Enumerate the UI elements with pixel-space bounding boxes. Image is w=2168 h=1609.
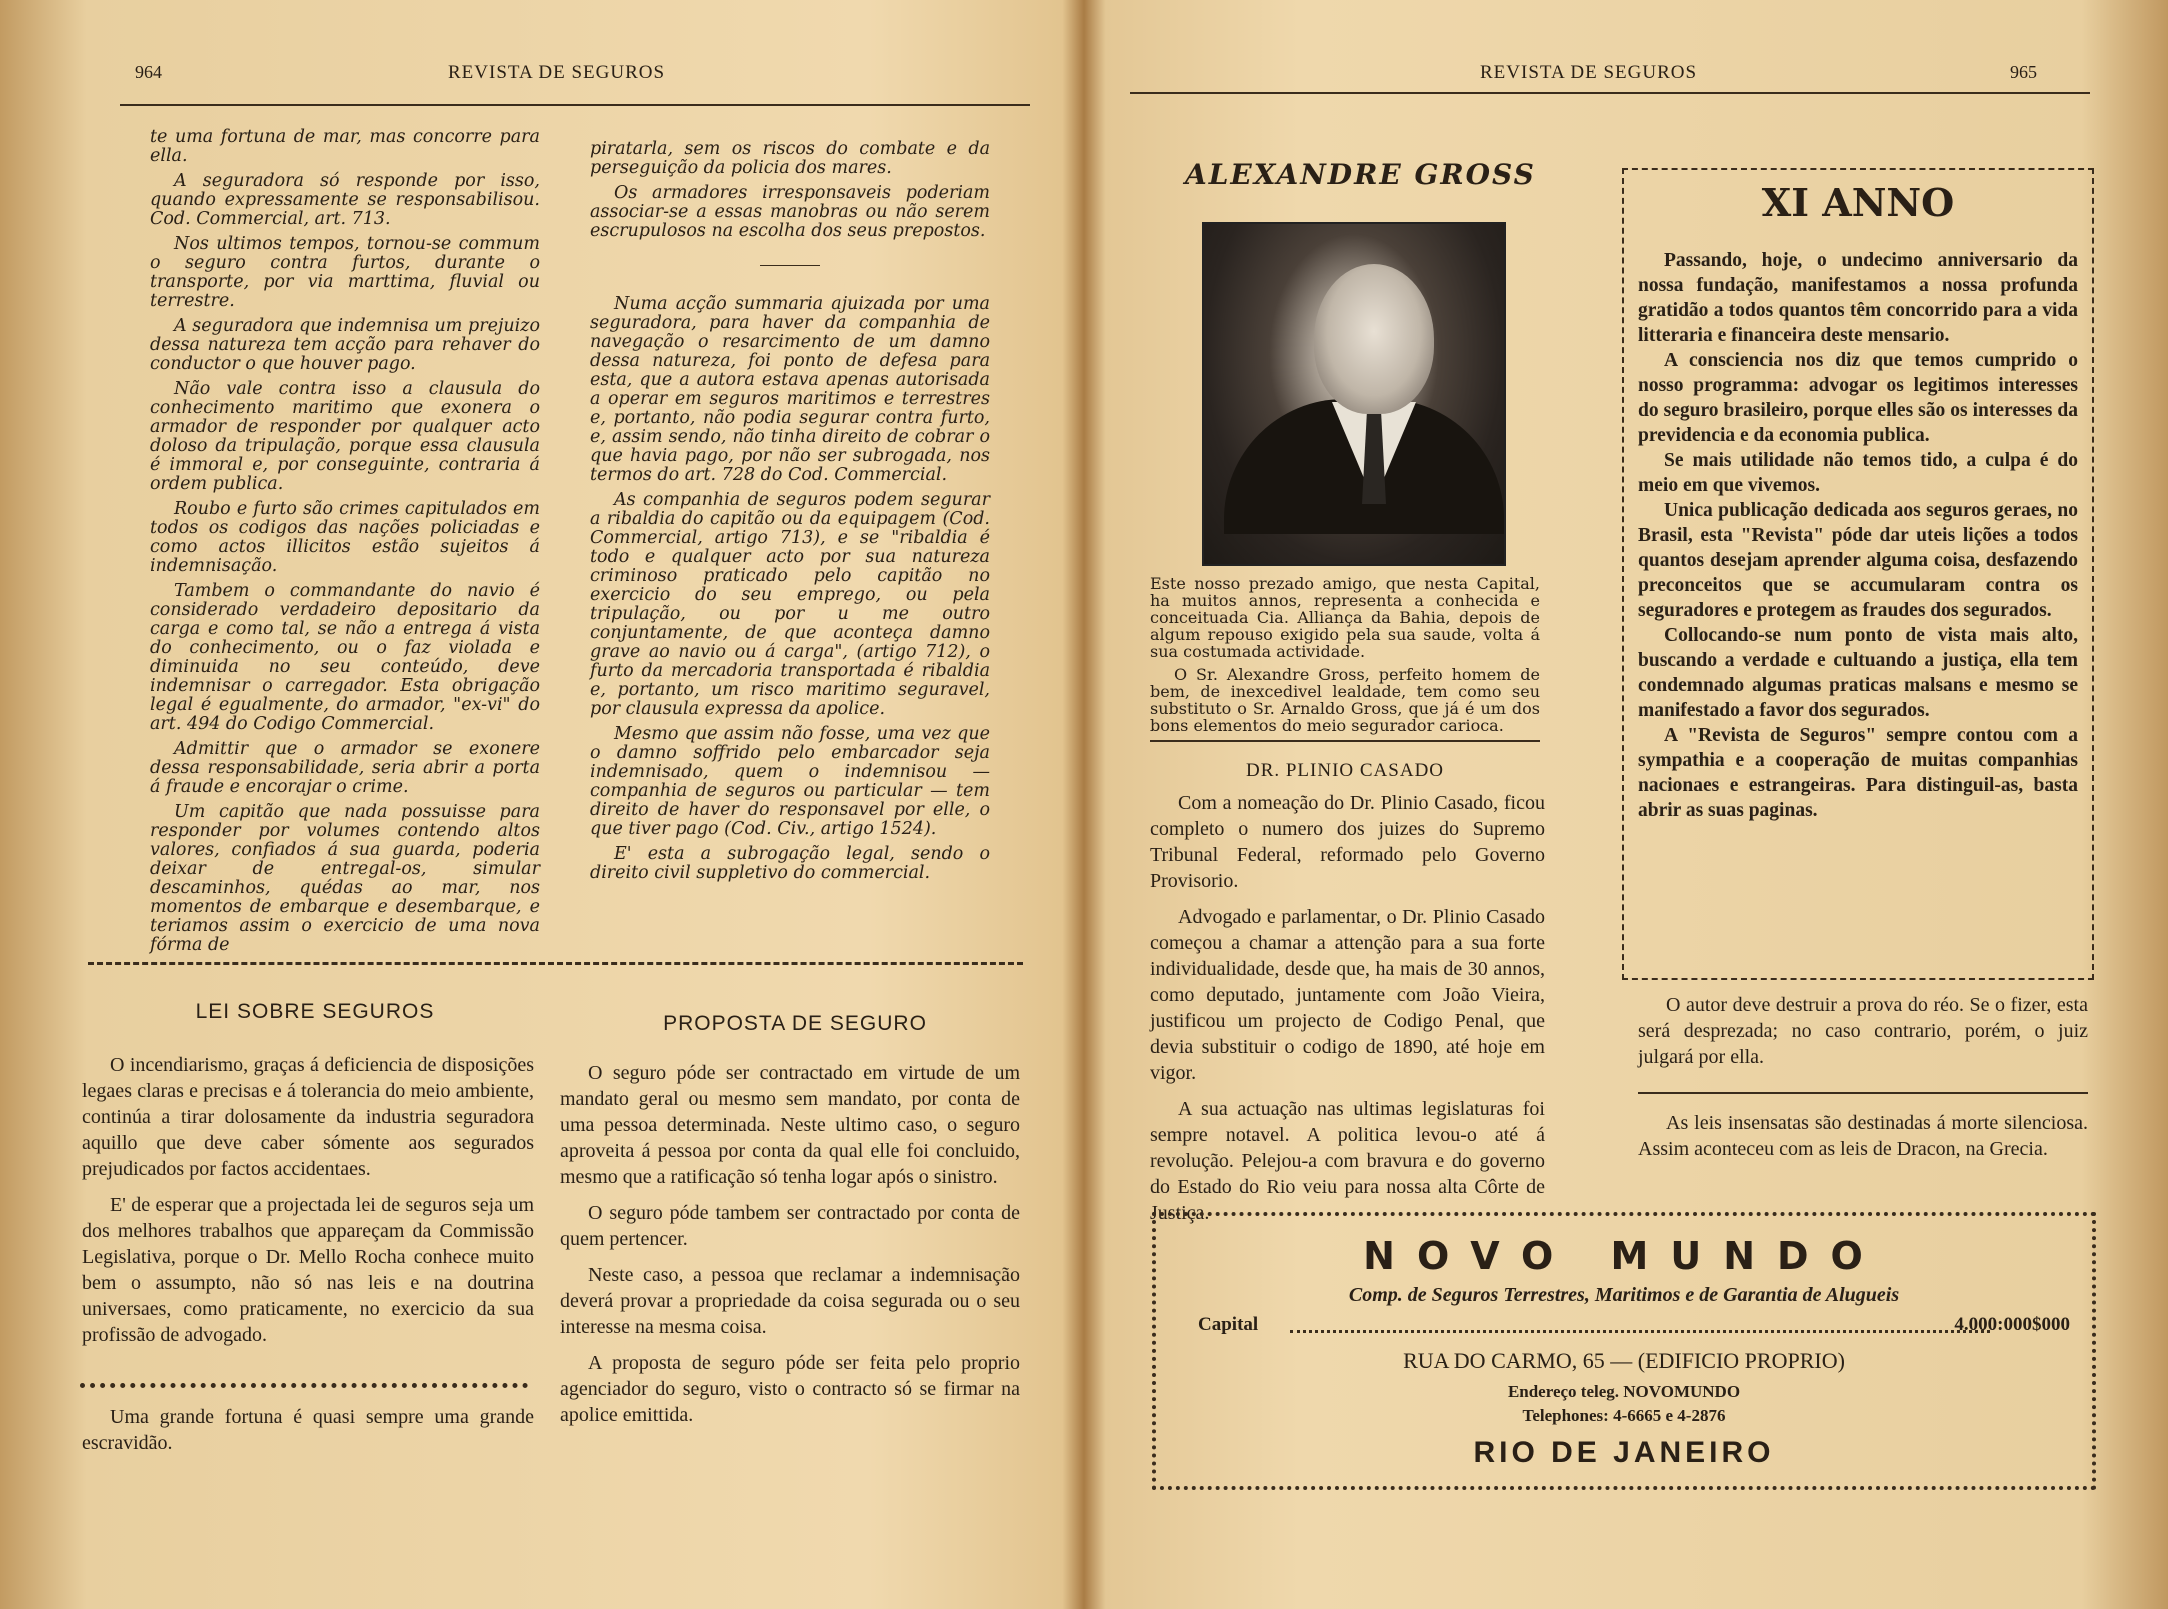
ad-leader-dots [1290,1330,1990,1333]
paragraph: O seguro póde tambem ser contractado por conta de quem pertencer. [560,1202,1020,1250]
page-number: 965 [2010,62,2037,82]
paragraph: Um capitão que nada possuisse para responder por volumes contendo altos valores, confiados á sua guarda, poderia deixar de entregal-os, simular descaminhos, quédas ao mar, nos momentos de embarque e desembarque, e teriamos assim o exercicio de uma nova fórma de [150,802,540,955]
running-head: REVISTA DE SEGUROS [448,62,666,83]
paragraph: Collocando-se num ponto de vista mais alto, buscando a verdade e cultuando a justiça, ella tem condemnado algumas praticas malsans e mesmo se manifestado a favor dos segurados. [1638,625,2078,721]
left-page [0,0,1080,1609]
paragraph: A sua actuação nas ultimas legislaturas foi sempre notavel. A politica levou-o até á revolução. Pelejou-a com bravura e do governo do Estado do Rio veiu para nossa alta Côrte de Justiça. [1150,1098,1545,1224]
ad-capital-value: 4.000:000$000 [1954,1314,2070,1335]
paragraph: Mesmo que assim não fosse, uma vez que o damno soffrido pelo embarcador seja indemnisado, quem o indemnisou — companhia de seguros ou particular — tem direito de haver do responsavel por elle, o que tiver pago (Cod. Civ., artigo 1524). [590,724,990,839]
right-page [1090,0,2168,1609]
xi-text [1638,248,2078,823]
gross-text [1150,575,1540,740]
paragraph: Advogado e parlamentar, o Dr. Plinio Casado começou a chamar a attenção para a sua forte individualidade, desde que, ha mais de 30 annos, como deputado, juntamente com João Vieira, justificou um projecto de Codigo Penal, que devia substituir o codigo de 1890, até hoje em vigor. [1150,906,1545,1084]
paragraph: Passando, hoje, o undecimo anniversario da nossa fundação, manifestamos a nossa profunda gratidão a todos quantos têm concorrido para a vida litteraria e financeira deste mensario. [1638,250,2078,346]
paragraph: Uma grande fortuna é quasi sempre uma grande escravidão. [82,1406,534,1454]
paragraph: A "Revista de Seguros" sempre contou com a sympathia e a cooperação de muitas companhias nacionaes e estrangeiras. Para distinguil-as, basta abrir as suas paginas. [1638,725,2078,821]
paragraph: piratarla, sem os riscos do combate e da perseguição da policia dos mares. [590,139,990,178]
left-column-1 [150,128,540,961]
paragraph: E' de esperar que a projectada lei de seguros seja um dos melhores trabalhos que appareçam da Commissão Legislativa, porque o Dr. Mello Rocha conhece muito bem o assumpto, não só nas leis e na doutrina universaes, como praticamente, no exercicio da sua profissão de advogado. [82,1194,534,1346]
portrait-face [1314,264,1434,414]
paragraph: O seguro póde ser contractado em virtude de um mandato geral ou mesmo sem mandato, por conta de uma pessoa determinada. Neste ultimo caso, o seguro aproveita á pessoa por conta da qual elle foi concluido, mesmo que a ratificação só tenha logar após o sinistro. [560,1062,1020,1188]
paragraph: A seguradora só responde por isso, quando expressamente se responsabilisou. Cod. Commercial, art. 713. [150,171,540,229]
lei-footnote [82,1404,534,1466]
paragraph: O autor deve destruir a prova do réo. Se o fizer, esta será desprezada; no caso contrario, porém, o juiz julgará por ella. [1638,994,2088,1068]
paragraph: O Sr. Alexandre Gross, perfeito homem de bem, de inexcedivel lealdade, tem como seu substituto o Sr. Arnaldo Gross, que já é um dos bons elementos do meio segurador carioca. [1150,665,1540,735]
paragraph: Este nosso prezado amigo, que nesta Capital, ha muitos annos, representa a conhecida e conceituada Cia. Alliança da Bahia, depois de algum repouso exigido pela sua saude, volta á sua costumada actividade. [1150,574,1540,661]
paragraph: O incendiarismo, graças á deficiencia de disposições legaes claras e precisas e á tolerancia do meio ambiente, continúa a tirar dolosamente da industria seguradora aquillo que deve caber sómente aos segurados prejudicados por factos accidentaes. [82,1054,534,1180]
reo-text [1638,992,2088,1080]
ad-subtitle: Comp. de Seguros Terrestres, Maritimos e de Garantia de Alugueis [1348,1284,1900,1306]
paragraph: A proposta de seguro póde ser feita pelo proprio agenciador do seguro, visto o contracto só se firmar na apolice emittida. [560,1352,1020,1426]
separator [1150,740,1540,742]
paragraph: Admittir que o armador se exonere dessa responsabilidade, seria abrir a porta á fraude e encorajar o crime. [150,739,540,797]
left-column-2a [590,140,990,247]
paragraph: A seguradora que indemnisa um prejuizo dessa natureza tem acção para rehaver do conductor o que houver pago. [150,316,540,374]
plinio-text [1150,790,1545,1236]
header-rule [1130,92,2090,94]
ad-address: RUA DO CARMO, 65 — (EDIFICIO PROPRIO) [1403,1348,1845,1373]
paragraph: Tambem o commandante do navio é considerado verdadeiro depositario da carga e como tal, se não a entrega á vista do conhecimento, ou o faz violada e diminuida no seu conteúdo, deve indemnisar o carregador. Esta obrigação legal é egualmente, do armador, "ex-vi" do art. 494 do Codigo Commercial. [150,581,540,734]
header-rule [120,104,1030,106]
paragraph: Os armadores irresponsaveis poderiam associar-se a essas manobras ou não serem escrupulosos na escolha dos seus prepostos. [590,183,990,241]
paragraph: te uma fortuna de mar, mas concorre para ella. [150,127,540,166]
ad-capital-label: Capital [1198,1314,1259,1335]
section-divider [88,962,1023,965]
paragraph: Numa acção summaria ajuizada por uma seguradora, para haver da companhia de navegação o resarcimento de um damno dessa natureza, foi ponto de defesa para esta, que a autora estava apenas autorisada a operar em seguros maritimos e terrestres e, portanto, não podia segurar contra furto, e, assim sendo, não tinha direito de cobrar o que havia pago, por não ser subrogada, nos termos do art. 728 do Cod. Commercial. [590,294,990,485]
ad-city: RIO DE JANEIRO [1473,1436,1775,1469]
lei-title: LEI SOBRE SEGUROS [195,1000,435,1023]
paragraph: Se mais utilidade não temos tido, a culpa é do meio em que vivemos. [1638,450,2078,496]
proposta-title: PROPOSTA DE SEGURO [663,1012,927,1035]
plinio-title: DR. PLINIO CASADO [1245,760,1445,781]
separator [760,265,820,266]
paragraph: As leis insensatas são destinadas á morte silenciosa. Assim aconteceu com as leis de Dracon, na Grecia. [1638,1112,2088,1160]
gross-title: ALEXANDRE GROSS [1185,158,1536,191]
ad-phones: Telephones: 4-6665 e 4-2876 [1522,1406,1726,1425]
leis-text [1638,1110,2088,1172]
paragraph: Não vale contra isso a clausula do conhecimento maritimo que exonera o armador de responder por qualquer acto doloso da tripulação, porque essa clausula é immoral e, por conseguinte, contraria á ordem publica. [150,379,540,494]
ornament-rule [80,1383,528,1388]
separator [1638,1092,2088,1094]
paragraph: As companhia de seguros podem segurar a ribaldia do capitão ou da equipagem (Cod. Commercial, artigo 713), e se "ribaldia é todo e qualquer acto por sua natureza criminoso praticado pelo capitão no exercicio do seu emprego, ou pela tripulação, ou por u me outro conjuntamente, de que aconteça damno grave ao navio ou á carga", (artigo 712), o furto da mercadoria transportada é ribaldia e, portanto, um risco maritimo seguravel, por clausula expressa da apolice. [590,490,990,719]
paragraph: E' esta a subrogação legal, sendo o direito civil suppletivo do commercial. [590,844,990,883]
proposta-text [560,1060,1020,1438]
running-head: REVISTA DE SEGUROS [1480,62,1698,83]
page-number: 964 [135,62,162,82]
xi-title: XI ANNO [1761,180,1955,225]
left-column-2b [590,295,990,889]
paragraph: Roubo e furto são crimes capitulados em todos os codigos das nações policiadas e como actos illicitos estão sujeitos á indemnisação. [150,499,540,576]
paragraph: Unica publicação dedicada aos seguros geraes, no Brasil, esta "Revista" póde dar uteis lições a todos quantos desejam aprender alguma coisa, desfazendo preconceitos que se accumularam contra os seguradores e protegem as fraudes dos segurados. [1638,500,2078,621]
ad-name: NOVO MUNDO [1363,1234,1885,1278]
portrait-photo [1202,222,1506,566]
paragraph: Neste caso, a pessoa que reclamar a indemnisação deverá provar a propriedade da coisa segurada ou o seu interesse na mesma coisa. [560,1264,1020,1338]
paragraph: Nos ultimos tempos, tornou-se commum o seguro contra furtos, durante o transporte, por via marttima, fluvial ou terrestre. [150,234,540,311]
ad-telegraph: Endereço teleg. NOVOMUNDO [1507,1382,1741,1401]
paragraph: Com a nomeação do Dr. Plinio Casado, ficou completo o numero dos juizes do Supremo Tribunal Federal, reformado pelo Governo Provisorio. [1150,792,1545,892]
lei-text [82,1052,534,1358]
paragraph: A consciencia nos diz que temos cumprido o nosso programma: advogar os legitimos interesses do seguro brasileiro, porque elles são os interesses da previdencia e da economia publica. [1638,350,2078,446]
